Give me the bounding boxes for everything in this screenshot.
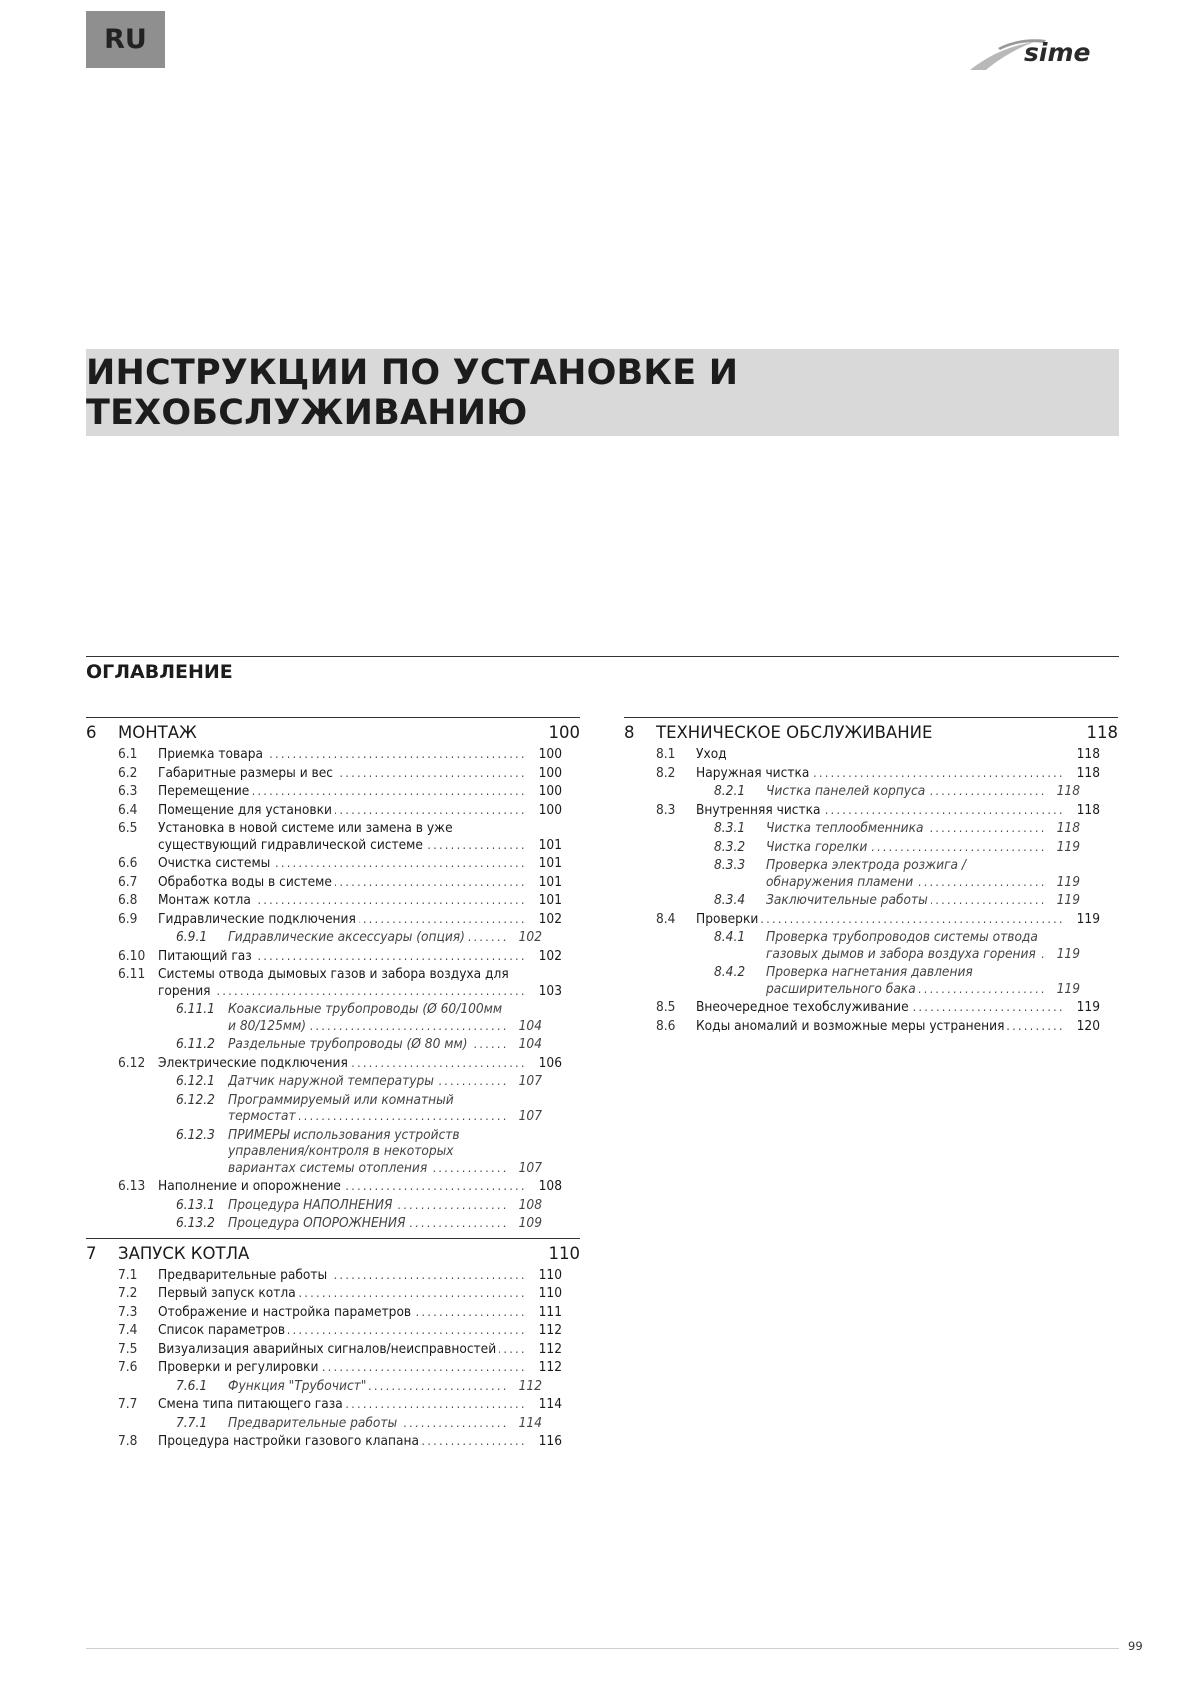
entry-title xyxy=(158,820,528,853)
toc-column-left xyxy=(86,717,580,1454)
toc-subentry xyxy=(176,1073,542,1090)
entry-page: 119 xyxy=(1046,981,1080,998)
entry-title xyxy=(158,1304,528,1321)
chapter-heading xyxy=(624,721,1118,744)
entry-number: 7.5 xyxy=(118,1340,138,1357)
entry-title-text: Функция "Трубочист" xyxy=(228,1378,369,1394)
entry-title-text: Установка в новой системе или замена в уже существующий гидравлической системе xyxy=(158,820,453,853)
toc-subentry xyxy=(176,1127,542,1177)
entry-number: 8.1 xyxy=(656,746,676,762)
entry-number: 6.13.1 xyxy=(176,1196,215,1213)
entry-page: 116 xyxy=(528,1433,562,1450)
entry-title xyxy=(158,1359,528,1376)
toc-entry xyxy=(118,874,562,891)
entry-title xyxy=(228,1378,508,1395)
chapter-number: 8 xyxy=(624,723,635,742)
chapter-page: 100 xyxy=(548,723,580,742)
toc-entry xyxy=(656,999,1100,1016)
entry-number: 8.6 xyxy=(656,1017,676,1034)
entry-title-text: Процедура ОПОРОЖНЕНИЯ xyxy=(228,1215,409,1231)
toc-entry xyxy=(656,911,1100,928)
entry-number: 7.4 xyxy=(118,1322,138,1338)
toc-entry xyxy=(118,1055,562,1072)
toc-entry xyxy=(118,855,562,872)
entry-title-text: Питающий газ xyxy=(158,948,255,964)
language-badge: RU xyxy=(86,11,165,68)
entry-title xyxy=(158,1341,528,1358)
entry-title xyxy=(158,746,528,763)
entry-number: 6.13 xyxy=(118,1178,146,1194)
toc-entry xyxy=(118,1267,562,1284)
entry-title xyxy=(158,892,528,909)
entry-title xyxy=(158,783,528,800)
entry-number: 7.8 xyxy=(118,1433,138,1449)
entry-title xyxy=(766,820,1046,837)
toc-subentry xyxy=(176,1001,542,1034)
entry-title-text: Чистка панелей корпуса xyxy=(766,783,928,799)
entry-title-text: Заключительные работы xyxy=(766,892,931,908)
entry-page: 107 xyxy=(508,1108,542,1125)
entry-title-text: Обработка воды в системе xyxy=(158,874,335,890)
entry-page: 101 xyxy=(528,892,562,909)
entry-title-text: Раздельные трубопроводы (Ø 80 мм) xyxy=(228,1036,470,1052)
entry-page: 102 xyxy=(528,911,562,928)
entry-title xyxy=(228,1197,508,1214)
entry-page: 108 xyxy=(508,1197,542,1214)
entry-number: 8.3.2 xyxy=(714,838,746,855)
entry-number: 6.11.2 xyxy=(176,1036,215,1052)
entry-number: 6.12 xyxy=(118,1054,146,1071)
toc-entry xyxy=(118,765,562,782)
entry-title xyxy=(228,1092,508,1125)
toc-entry xyxy=(118,1433,562,1450)
entry-page: 114 xyxy=(528,1396,562,1413)
entry-title xyxy=(158,1433,528,1450)
toc-subentry xyxy=(714,839,1080,856)
entry-number: 6.12.1 xyxy=(176,1073,215,1089)
entry-number: 6.12.3 xyxy=(176,1126,215,1143)
entry-title-text: Предварительные работы xyxy=(158,1267,330,1283)
title-band xyxy=(86,349,1119,436)
entry-title-text: Проверки xyxy=(696,911,761,927)
toc-subentry xyxy=(714,820,1080,837)
entry-page: 104 xyxy=(508,1036,542,1053)
entry-page: 107 xyxy=(508,1073,542,1090)
entry-title-text: Габаритные размеры и вес xyxy=(158,765,336,781)
toc-entry xyxy=(118,783,562,800)
entry-title-text: Список параметров xyxy=(158,1322,288,1338)
toc-entry xyxy=(656,1018,1100,1035)
entry-title-text: Уход xyxy=(696,746,730,762)
entry-page: 102 xyxy=(508,929,542,946)
entry-page: 104 xyxy=(508,1018,542,1035)
toc-entry xyxy=(118,911,562,928)
toc-entry xyxy=(118,1396,562,1413)
entry-title-text: Внутренняя чистка xyxy=(696,802,824,818)
toc-entry xyxy=(118,820,562,853)
toc-entry xyxy=(118,1322,562,1339)
entry-number: 8.3.3 xyxy=(714,857,746,873)
entry-title xyxy=(158,911,528,928)
entry-page: 114 xyxy=(508,1415,542,1432)
entry-title-text: Чистка теплообменника xyxy=(766,820,926,836)
entry-page: 100 xyxy=(528,783,562,800)
entry-number: 7.3 xyxy=(118,1303,138,1320)
entry-title xyxy=(696,802,1066,819)
chapter-title: ЗАПУСК КОТЛА xyxy=(118,1243,250,1263)
entry-page: 118 xyxy=(1066,765,1100,782)
entry-page: 119 xyxy=(1046,946,1080,963)
entry-number: 6.7 xyxy=(118,873,138,890)
entry-title-text: Системы отвода дымовых газов и забора воздуха для горения xyxy=(158,966,509,999)
entry-title xyxy=(696,746,1066,763)
entry-page: 112 xyxy=(528,1341,562,1358)
footer-divider xyxy=(86,1648,1119,1649)
entry-title xyxy=(158,966,528,999)
entry-number: 6.13.2 xyxy=(176,1215,215,1231)
toc-entry xyxy=(118,1341,562,1358)
sime-logo xyxy=(968,28,1118,72)
entry-title xyxy=(766,964,1046,997)
toc-entry xyxy=(118,948,562,965)
chapter-title: ТЕХНИЧЕСКОЕ ОБСЛУЖИВАНИЕ xyxy=(656,723,933,742)
toc-entry xyxy=(118,1285,562,1302)
entry-title xyxy=(158,1396,528,1413)
entry-title-text: Коды аномалий и возможные меры устранения xyxy=(696,1018,1007,1034)
entry-page: 101 xyxy=(528,874,562,891)
chapter-page: 110 xyxy=(548,1243,580,1263)
entry-title xyxy=(158,1267,528,1284)
entry-number: 7.6 xyxy=(118,1359,138,1375)
entry-page: 100 xyxy=(528,765,562,782)
entry-number: 6.9 xyxy=(118,910,138,927)
entry-number: 6.3 xyxy=(118,783,138,799)
entry-number: 6.8 xyxy=(118,892,138,908)
toc-subentry xyxy=(714,892,1080,909)
entry-number: 6.1 xyxy=(118,746,138,762)
entry-title-text: Помещение для установки xyxy=(158,802,335,818)
entry-number: 6.5 xyxy=(118,820,138,836)
toc-entry xyxy=(656,802,1100,819)
entry-number: 7.7.1 xyxy=(176,1414,208,1431)
toc-entry xyxy=(118,1304,562,1321)
page-title: ИНСТРУКЦИИ ПО УСТАНОВКЕ И ТЕХОБСЛУЖИВАНИЮ xyxy=(86,352,739,433)
entry-number: 6.12.2 xyxy=(176,1091,215,1108)
toc-subentry xyxy=(714,929,1080,962)
toc-entry xyxy=(118,1178,562,1195)
entry-title xyxy=(228,1001,508,1034)
entry-title-text: Датчик наружной температуры xyxy=(228,1073,437,1089)
toc-column-right xyxy=(624,717,1118,1038)
entry-number: 7.1 xyxy=(118,1266,138,1283)
toc-entry xyxy=(656,746,1100,763)
entry-title xyxy=(228,1127,508,1177)
entry-title xyxy=(228,1036,508,1053)
entry-title-text: Процедура настройки газового клапана xyxy=(158,1433,422,1449)
toc-divider xyxy=(86,656,1119,657)
entry-title-text: ПРИМЕРЫ использования устройств управления/контроля в некоторых вариантах системы отопления xyxy=(228,1126,460,1176)
toc-chapter xyxy=(86,1238,580,1450)
entry-number: 8.4.2 xyxy=(714,964,746,980)
entry-title xyxy=(696,765,1066,782)
entry-number: 8.4.1 xyxy=(714,929,746,945)
entry-page: 106 xyxy=(528,1055,562,1072)
entry-title-text: Наружная чистка xyxy=(696,765,812,781)
entry-page: 118 xyxy=(1046,783,1080,800)
page-number: 99 xyxy=(1128,1639,1143,1653)
entry-title xyxy=(228,1415,508,1432)
chapter-page: 118 xyxy=(1086,723,1118,742)
toc-subentry xyxy=(176,929,542,946)
entry-title-text: Процедура НАПОЛНЕНИЯ xyxy=(228,1197,396,1213)
toc-subentry xyxy=(176,1197,542,1214)
toc-subentry xyxy=(714,783,1080,800)
entry-title xyxy=(158,1178,528,1195)
toc-subentry xyxy=(714,964,1080,997)
entry-page: 119 xyxy=(1046,874,1080,891)
entry-title-text: Чистка горелки xyxy=(766,839,870,855)
entry-number: 8.3.1 xyxy=(714,820,746,836)
entry-number: 8.2 xyxy=(656,764,676,781)
entry-title-text: Коаксиальные трубопроводы (Ø 60/100мм и 80/125мм) xyxy=(228,1001,503,1034)
entry-page: 107 xyxy=(508,1160,542,1177)
entry-title-text: Электрические подключения xyxy=(158,1055,351,1071)
entry-page: 120 xyxy=(1066,1018,1100,1035)
toc-chapter xyxy=(86,717,580,1232)
entry-number: 6.6 xyxy=(118,855,138,871)
entry-title-text: Первый запуск котла xyxy=(158,1285,299,1301)
chapter-number: 6 xyxy=(86,723,97,742)
chapter-heading xyxy=(86,1242,580,1265)
entry-page: 118 xyxy=(1066,802,1100,819)
toc-entry xyxy=(118,966,562,999)
entry-title-text: Визуализация аварийных сигналов/неисправностей xyxy=(158,1341,499,1357)
entry-number: 8.3 xyxy=(656,801,676,818)
entry-title-text: Гидравлические подключения xyxy=(158,911,359,927)
entry-title-text: Проверка электрода розжига / обнаружения пламени xyxy=(766,857,966,890)
entry-page: 110 xyxy=(528,1267,562,1284)
entry-page: 119 xyxy=(1066,911,1100,928)
entry-title xyxy=(158,802,528,819)
entry-number: 6.4 xyxy=(118,801,138,818)
entry-page: 118 xyxy=(1066,746,1100,763)
chapter-title: МОНТАЖ xyxy=(118,723,197,742)
entry-title xyxy=(158,1322,528,1339)
entry-page: 100 xyxy=(528,802,562,819)
entry-title xyxy=(696,1018,1066,1035)
entry-page: 108 xyxy=(528,1178,562,1195)
toc-subentry xyxy=(176,1215,542,1232)
entry-title xyxy=(158,874,528,891)
entry-title-text: Проверка нагнетания давления расширительного бака xyxy=(766,964,973,997)
toc-chapter xyxy=(624,717,1118,1034)
entry-title-text: Отображение и настройка параметров xyxy=(158,1304,414,1320)
entry-number: 6.11.1 xyxy=(176,1001,215,1017)
entry-page: 119 xyxy=(1046,839,1080,856)
entry-title xyxy=(158,948,528,965)
entry-title xyxy=(766,839,1046,856)
toc-subentry xyxy=(176,1415,542,1432)
entry-title-text: Смена типа питающего газа xyxy=(158,1396,346,1412)
entry-title-text: Предварительные работы xyxy=(228,1415,400,1431)
entry-number: 6.11 xyxy=(118,966,146,982)
chapter-number: 7 xyxy=(86,1243,97,1263)
entry-title-text: Гидравлические аксессуары (опция) xyxy=(228,929,468,945)
entry-title xyxy=(228,929,508,946)
entry-page: 103 xyxy=(528,983,562,1000)
entry-page: 112 xyxy=(528,1322,562,1339)
entry-number: 8.4 xyxy=(656,910,676,927)
entry-page: 118 xyxy=(1046,820,1080,837)
entry-title xyxy=(766,892,1046,909)
entry-page: 101 xyxy=(528,855,562,872)
entry-title-text: Программируемый или комнатный термостат xyxy=(228,1091,454,1124)
logo-text: sime xyxy=(1024,38,1091,67)
entry-title xyxy=(766,857,1046,890)
entry-number: 6.10 xyxy=(118,947,146,964)
toc-entry xyxy=(656,765,1100,782)
entry-title-text: Приемка товара xyxy=(158,746,266,762)
toc-heading: ОГЛАВЛЕНИЕ xyxy=(86,661,233,683)
entry-title xyxy=(158,765,528,782)
entry-title-text: Внеочередное техобслуживание xyxy=(696,999,912,1015)
toc-subentry xyxy=(176,1378,542,1395)
toc-entry xyxy=(118,892,562,909)
entry-page: 119 xyxy=(1066,999,1100,1016)
toc-subentry xyxy=(714,857,1080,890)
toc-entry xyxy=(118,802,562,819)
entry-page: 100 xyxy=(528,746,562,763)
entry-title xyxy=(766,929,1046,962)
toc-subentry xyxy=(176,1092,542,1125)
entry-title-text: Проверка трубопроводов системы отвода газовых дымов и забора воздуха горения xyxy=(766,929,1038,962)
entry-title xyxy=(766,783,1046,800)
entry-number: 6.2 xyxy=(118,764,138,781)
entry-number: 7.7 xyxy=(118,1396,138,1412)
entry-title xyxy=(696,999,1066,1016)
entry-title-text: Очистка системы xyxy=(158,855,273,871)
entry-page: 112 xyxy=(528,1359,562,1376)
entry-page: 119 xyxy=(1046,892,1080,909)
entry-number: 8.3.4 xyxy=(714,892,746,908)
toc-entry xyxy=(118,746,562,763)
entry-title xyxy=(228,1215,508,1232)
toc-subentry xyxy=(176,1036,542,1053)
entry-title xyxy=(158,1055,528,1072)
entry-number: 7.2 xyxy=(118,1285,138,1301)
entry-page: 101 xyxy=(528,837,562,854)
entry-title-text: Наполнение и опорожнение xyxy=(158,1178,344,1194)
entry-number: 8.2.1 xyxy=(714,783,746,799)
entry-title xyxy=(696,911,1066,928)
entry-page: 102 xyxy=(528,948,562,965)
entry-number: 6.9.1 xyxy=(176,929,208,945)
toc-entry xyxy=(118,1359,562,1376)
entry-page: 111 xyxy=(528,1304,562,1321)
entry-title-text: Монтаж котла xyxy=(158,892,254,908)
entry-number: 8.5 xyxy=(656,999,676,1015)
entry-page: 109 xyxy=(508,1215,542,1232)
entry-title xyxy=(158,1285,528,1302)
entry-page: 110 xyxy=(528,1285,562,1302)
entry-title xyxy=(228,1073,508,1090)
entry-title-text: Перемещение xyxy=(158,783,252,799)
entry-number: 7.6.1 xyxy=(176,1377,208,1394)
entry-title xyxy=(158,855,528,872)
chapter-heading xyxy=(86,721,580,744)
entry-title-text: Проверки и регулировки xyxy=(158,1359,322,1375)
entry-page: 112 xyxy=(508,1378,542,1395)
